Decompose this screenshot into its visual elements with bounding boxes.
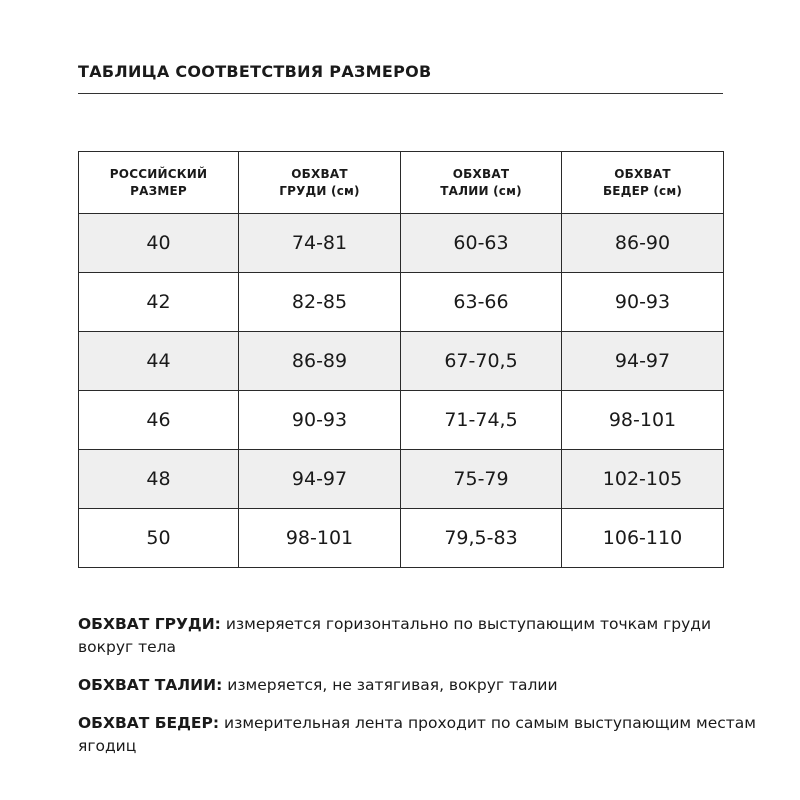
table-row xyxy=(79,214,724,273)
table-row xyxy=(79,450,724,509)
title-divider xyxy=(78,93,723,94)
waist-cell: 63-66 xyxy=(401,273,562,332)
size-cell: 40 xyxy=(79,214,239,273)
header-chest: ОБХВАТ ГРУДИ (см) xyxy=(239,152,401,214)
hips-cell: 86-90 xyxy=(562,214,724,273)
header-russian-size: РОССИЙСКИЙ РАЗМЕР xyxy=(79,152,239,214)
header-hips: ОБХВАТ БЕДЕР (см) xyxy=(562,152,724,214)
waist-cell: 75-79 xyxy=(401,450,562,509)
size-cell: 48 xyxy=(79,450,239,509)
chest-cell: 86-89 xyxy=(239,332,401,391)
hips-cell: 106-110 xyxy=(562,509,724,568)
note-text: измеряется горизонтально по выступающим точкам груди вокруг тела xyxy=(78,615,712,656)
waist-cell: 60-63 xyxy=(401,214,562,273)
note-waist xyxy=(78,674,758,697)
chest-cell: 94-97 xyxy=(239,450,401,509)
note-term: ОБХВАТ ГРУДИ: xyxy=(78,615,221,633)
size-cell: 42 xyxy=(79,273,239,332)
note-term: ОБХВАТ ТАЛИИ: xyxy=(78,676,223,694)
chest-cell: 82-85 xyxy=(239,273,401,332)
hips-cell: 98-101 xyxy=(562,391,724,450)
note-term: ОБХВАТ БЕДЕР: xyxy=(78,714,220,732)
note-text: измеряется, не затягивая, вокруг талии xyxy=(222,676,558,694)
note-hips xyxy=(78,712,758,758)
hips-cell: 102-105 xyxy=(562,450,724,509)
waist-cell: 67-70,5 xyxy=(401,332,562,391)
table-header-row xyxy=(79,152,724,214)
table-row xyxy=(79,273,724,332)
size-cell: 44 xyxy=(79,332,239,391)
chest-cell: 74-81 xyxy=(239,214,401,273)
hips-cell: 94-97 xyxy=(562,332,724,391)
header-waist: ОБХВАТ ТАЛИИ (см) xyxy=(401,152,562,214)
size-chart-table xyxy=(78,151,724,568)
table-row xyxy=(79,391,724,450)
note-chest xyxy=(78,613,758,659)
hips-cell: 90-93 xyxy=(562,273,724,332)
waist-cell: 79,5-83 xyxy=(401,509,562,568)
table-row xyxy=(79,332,724,391)
waist-cell: 71-74,5 xyxy=(401,391,562,450)
measurement-notes xyxy=(78,613,758,773)
size-cell: 46 xyxy=(79,391,239,450)
table-row xyxy=(79,509,724,568)
chest-cell: 90-93 xyxy=(239,391,401,450)
note-text: измерительная лента проходит по самым выступающим местам ягодиц xyxy=(78,714,757,755)
page-title: ТАБЛИЦА СООТВЕТСТВИЯ РАЗМЕРОВ xyxy=(78,62,432,81)
size-cell: 50 xyxy=(79,509,239,568)
chest-cell: 98-101 xyxy=(239,509,401,568)
